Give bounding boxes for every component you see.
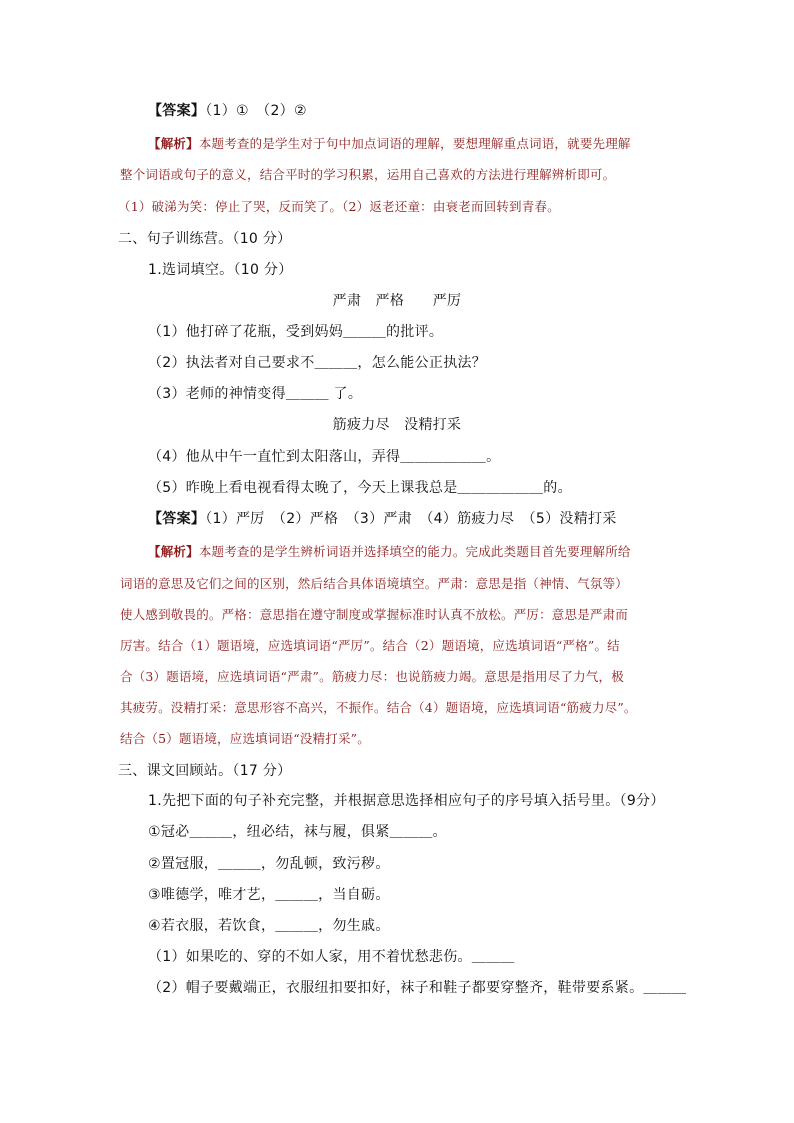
fill-item-5: （5）昨晚上看电视看得太晚了，今天上课我总是＿＿＿＿＿＿的。 <box>148 480 572 496</box>
q1-analysis-line-1 <box>148 135 631 153</box>
section2-analysis-line-4: 厉害。结合（1）题语境，应选填词语“严厉”。结合（2）题语境，应选填词语“严格”。结 <box>120 638 620 653</box>
sentence-3: ③唯德学，唯才艺，＿＿＿，当自砺。 <box>148 887 390 903</box>
section2-q1-title: 1.选词填空。（10 分） <box>148 262 293 278</box>
analysis-text: 本题考查的是学生对于句中加点词语的理解，要想理解重点词语，就要先理解 <box>198 136 631 151</box>
analysis-text: 本题考查的是学生辨析词语并选择填空的能力。完成此类题目首先要理解所给 <box>198 544 631 559</box>
q1-answer-line <box>148 102 307 120</box>
meaning-1: （1）如果吃的、穿的不如人家，用不着忧愁悲伤。＿＿＿ <box>148 949 515 965</box>
answer-text: （1）严厉 （2）严格 （3）严肃 （4）筋疲力尽 （5）没精打采 <box>205 511 617 527</box>
section2-answer-line <box>148 510 617 528</box>
sentence-4: ④若衣服，若饮食，＿＿＿，勿生戚。 <box>148 918 390 934</box>
section2-analysis-line-2: 词语的意思及它们之间的区别，然后结合具体语境填空。严肃：意思是指（神情、气氛等） <box>120 576 629 591</box>
section2-analysis-line-5: 合（3）题语境，应选填词语“严肃”。筋疲力尽：也说筋疲力竭。意思是指用尽了力气，极 <box>120 669 624 684</box>
fill-item-1: （1）他打碎了花瓶，受到妈妈＿＿＿的批评。 <box>148 324 444 340</box>
analysis-label: 【解析】 <box>148 136 199 151</box>
section2-heading: 二、句子训练营。（10 分） <box>118 231 292 247</box>
q1-analysis-line-2: 整个词语或句子的意义，结合平时的学习积累，运用自己喜欢的方法进行理解辨析即可。 <box>120 167 616 182</box>
section2-analysis-line-1 <box>148 543 631 561</box>
section2-analysis-line-6: 其疲劳。没精打采：意思形容不高兴，不振作。结合（4）题语境，应选填词语“筋疲力尽”。 <box>120 700 637 715</box>
fill-item-2: （2）执法者对自己要求不＿＿＿，怎么能公正执法？ <box>148 355 487 371</box>
meaning-2: （2）帽子要戴端正，衣服纽扣要扣好，袜子和鞋子都要穿整齐，鞋带要系紧。＿＿＿ <box>148 980 687 996</box>
section2-analysis-line-3: 使人感到敬畏的。严格：意思指在遵守制度或掌握标准时认真不放松。严厉：意思是严肃而 <box>120 607 629 622</box>
sentence-2: ②置冠服，＿＿＿，勿乱顿，致污秽。 <box>148 856 390 872</box>
answer-label: 【答案】 <box>148 511 206 527</box>
analysis-label: 【解析】 <box>148 544 199 559</box>
sentence-1: ①冠必＿＿＿，纽必结，袜与履，俱紧＿＿＿。 <box>148 824 447 840</box>
q1-analysis-line-3: （1）破涕为笑：停止了哭，反而笑了。（2）返老还童：由衰老而回转到青春。 <box>118 199 560 214</box>
fill-item-4: （4）他从中午一直忙到太阳落山，弄得＿＿＿＿＿＿。 <box>148 449 501 465</box>
section2-analysis-line-7: 结合（5）题语境，应选填词语“没精打采”。 <box>120 731 370 746</box>
answer-label: 【答案】 <box>148 103 206 119</box>
word-group-1: 严肃 严格 严厉 <box>332 293 462 309</box>
fill-item-3: （3）老师的神情变得＿＿＿ 了。 <box>148 386 363 402</box>
section3-q1-title: 1.先把下面的句子补充完整，并根据意思选择相应句子的序号填入括号里。（9分） <box>148 793 665 809</box>
answer-text: （1）① （2）② <box>205 103 307 119</box>
word-group-2: 筋疲力尽 没精打采 <box>332 417 462 433</box>
section3-heading: 三、课文回顾站。（17 分） <box>118 763 292 779</box>
